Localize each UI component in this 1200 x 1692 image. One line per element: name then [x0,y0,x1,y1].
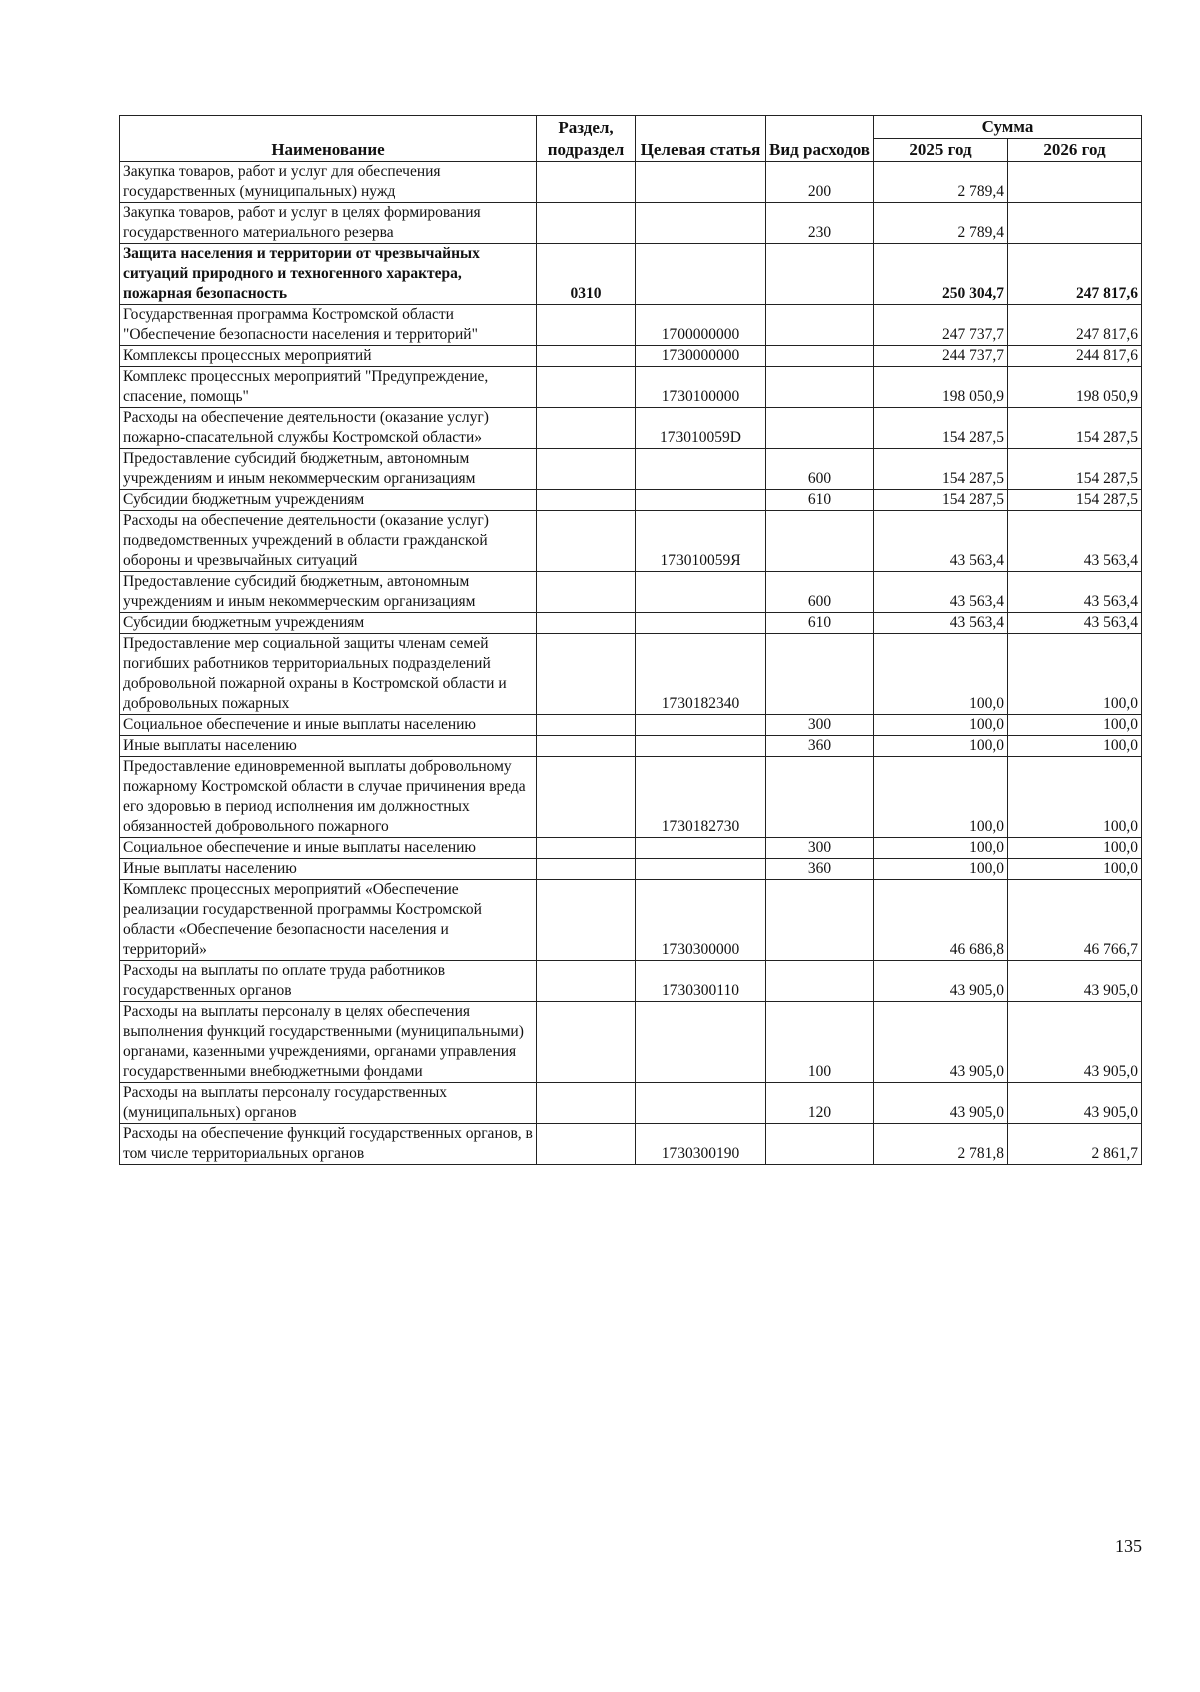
row-article-cell [636,736,766,757]
header-section: Раздел, подраздел [537,116,636,162]
table-row [120,1124,1142,1165]
row-section-cell [537,1083,636,1124]
row-2025-cell: 100,0 [874,757,1008,838]
table-row [120,367,1142,408]
row-section-cell [537,511,636,572]
row-2025-cell: 154 287,5 [874,449,1008,490]
row-article-cell: 1730300190 [636,1124,766,1165]
row-section-cell [537,613,636,634]
row-name-cell: Субсидии бюджетным учреждениям [120,490,537,511]
row-kind-cell: 360 [766,859,874,880]
row-2025-cell: 2 789,4 [874,203,1008,244]
row-2026-cell: 43 563,4 [1008,572,1142,613]
header-year-2026: 2026 год [1008,139,1142,162]
row-2026-cell: 198 050,9 [1008,367,1142,408]
row-2026-cell: 43 563,4 [1008,511,1142,572]
row-2025-cell: 43 563,4 [874,511,1008,572]
row-section-cell [537,1002,636,1083]
row-name-cell: Иные выплаты населению [120,736,537,757]
table-row [120,203,1142,244]
row-article-cell [636,572,766,613]
table-row [120,305,1142,346]
row-article-cell: 1730182730 [636,757,766,838]
row-article-cell [636,162,766,203]
row-name-cell: Иные выплаты населению [120,859,537,880]
row-section-cell [537,367,636,408]
row-section-cell [537,634,636,715]
table-row [120,162,1142,203]
row-article-cell [636,715,766,736]
row-2025-cell: 2 789,4 [874,162,1008,203]
row-kind-cell [766,757,874,838]
row-2026-cell: 100,0 [1008,715,1142,736]
row-name-cell: Социальное обеспечение и иные выплаты населению [120,838,537,859]
row-kind-cell: 610 [766,490,874,511]
row-2026-cell: 2 861,7 [1008,1124,1142,1165]
row-name-cell: Комплекс процессных мероприятий "Предупреждение, спасение, помощь" [120,367,537,408]
table-row [120,1083,1142,1124]
row-article-cell [636,859,766,880]
row-kind-cell: 600 [766,449,874,490]
table-row [120,572,1142,613]
row-name-cell: Закупка товаров, работ и услуг в целях формирования государственного материального резерва [120,203,537,244]
row-name-cell: Расходы на обеспечение деятельности (оказание услуг) пожарно-спасательной службы Костромской области» [120,408,537,449]
row-name-cell: Защита населения и территории от чрезвычайных ситуаций природного и техногенного характера, пожарная безопасность [120,244,537,305]
row-2026-cell: 46 766,7 [1008,880,1142,961]
row-kind-cell [766,880,874,961]
row-article-cell: 173010059Я [636,511,766,572]
row-name-cell: Расходы на обеспечение деятельности (оказание услуг) подведомственных учреждений в области гражданской обороны и чрезвычайных ситуаций [120,511,537,572]
row-section-cell [537,162,636,203]
row-2025-cell: 250 304,7 [874,244,1008,305]
row-2025-cell: 244 737,7 [874,346,1008,367]
row-article-cell [636,203,766,244]
row-kind-cell [766,408,874,449]
table-row [120,490,1142,511]
table-header [120,116,1142,162]
row-2025-cell: 46 686,8 [874,880,1008,961]
header-year-2025: 2025 год [874,139,1008,162]
row-kind-cell: 300 [766,838,874,859]
table-row [120,511,1142,572]
row-2026-cell: 43 905,0 [1008,1002,1142,1083]
row-2025-cell: 43 905,0 [874,1083,1008,1124]
row-name-cell: Социальное обеспечение и иные выплаты населению [120,715,537,736]
row-kind-cell [766,244,874,305]
row-section-cell [537,736,636,757]
row-2026-cell: 154 287,5 [1008,408,1142,449]
row-2025-cell: 43 905,0 [874,961,1008,1002]
row-2026-cell [1008,203,1142,244]
row-kind-cell [766,511,874,572]
row-kind-cell [766,305,874,346]
row-section-cell [537,408,636,449]
row-2026-cell: 154 287,5 [1008,490,1142,511]
row-section-cell [537,757,636,838]
row-name-cell: Предоставление единовременной выплаты добровольному пожарному Костромской области в случае причинения вреда его здоровью в период исполнения им должностных обязанностей добровольного пожарного [120,757,537,838]
row-2025-cell: 247 737,7 [874,305,1008,346]
header-kind: Вид расходов [766,116,874,162]
row-article-cell: 1700000000 [636,305,766,346]
row-2026-cell: 100,0 [1008,859,1142,880]
row-2025-cell: 100,0 [874,838,1008,859]
row-2026-cell: 43 905,0 [1008,961,1142,1002]
row-article-cell [636,1083,766,1124]
row-name-cell: Комплексы процессных мероприятий [120,346,537,367]
row-2025-cell: 43 563,4 [874,613,1008,634]
table-row [120,408,1142,449]
table-row [120,449,1142,490]
row-2025-cell: 154 287,5 [874,490,1008,511]
table-row [120,859,1142,880]
row-section-cell [537,490,636,511]
page-number: 135 [1115,1536,1142,1556]
row-kind-cell [766,367,874,408]
row-name-cell: Расходы на выплаты персоналу государственных (муниципальных) органов [120,1083,537,1124]
row-section-cell [537,880,636,961]
row-2026-cell: 100,0 [1008,838,1142,859]
row-article-cell: 1730300110 [636,961,766,1002]
row-section-cell [537,838,636,859]
row-article-cell: 1730100000 [636,367,766,408]
row-name-cell: Закупка товаров, работ и услуг для обеспечения государственных (муниципальных) нужд [120,162,537,203]
table-row [120,736,1142,757]
row-kind-cell [766,346,874,367]
row-2026-cell: 100,0 [1008,634,1142,715]
row-article-cell: 1730300000 [636,880,766,961]
row-2025-cell: 154 287,5 [874,408,1008,449]
row-2025-cell: 2 781,8 [874,1124,1008,1165]
row-2025-cell: 100,0 [874,634,1008,715]
row-article-cell: 173010059D [636,408,766,449]
table-row [120,838,1142,859]
row-name-cell: Комплекс процессных мероприятий «Обеспечение реализации государственной программы Костромской области «Обеспечение безопасности населения и территорий» [120,880,537,961]
row-2026-cell: 100,0 [1008,757,1142,838]
row-name-cell: Предоставление субсидий бюджетным, автономным учреждениям и иным некоммерческим организациям [120,449,537,490]
table-row [120,757,1142,838]
row-section-cell [537,859,636,880]
row-name-cell: Субсидии бюджетным учреждениям [120,613,537,634]
row-2025-cell: 198 050,9 [874,367,1008,408]
table-row [120,244,1142,305]
table-row [120,880,1142,961]
table-body [120,162,1142,1165]
row-section-cell [537,1124,636,1165]
row-section-cell [537,715,636,736]
row-article-cell [636,613,766,634]
row-2026-cell: 247 817,6 [1008,244,1142,305]
row-section-cell [537,305,636,346]
table-row [120,634,1142,715]
budget-table [119,115,1142,1165]
row-kind-cell: 360 [766,736,874,757]
row-2026-cell: 43 905,0 [1008,1083,1142,1124]
row-section-cell [537,346,636,367]
row-name-cell: Расходы на обеспечение функций государственных органов, в том числе территориальных органов [120,1124,537,1165]
row-kind-cell [766,1124,874,1165]
row-kind-cell: 300 [766,715,874,736]
row-article-cell [636,838,766,859]
table-row [120,715,1142,736]
header-article: Целевая статья [636,116,766,162]
header-name: Наименование [120,116,537,162]
row-article-cell [636,490,766,511]
row-section-cell [537,572,636,613]
row-kind-cell: 120 [766,1083,874,1124]
row-2025-cell: 100,0 [874,859,1008,880]
row-2026-cell: 247 817,6 [1008,305,1142,346]
row-article-cell: 1730000000 [636,346,766,367]
table-row [120,346,1142,367]
row-kind-cell: 200 [766,162,874,203]
row-article-cell [636,244,766,305]
row-2025-cell: 100,0 [874,715,1008,736]
row-kind-cell: 610 [766,613,874,634]
row-kind-cell: 100 [766,1002,874,1083]
row-article-cell [636,1002,766,1083]
row-2026-cell: 100,0 [1008,736,1142,757]
row-name-cell: Расходы на выплаты персоналу в целях обеспечения выполнения функций государственными (муниципальными) органами, казенными учреждениями, органами управления государственными внебюджетными фондами [120,1002,537,1083]
row-name-cell: Расходы на выплаты по оплате труда работников государственных органов [120,961,537,1002]
table-row [120,961,1142,1002]
row-article-cell [636,449,766,490]
row-kind-cell [766,634,874,715]
row-2025-cell: 43 905,0 [874,1002,1008,1083]
row-name-cell: Предоставление мер социальной защиты членам семей погибших работников территориальных подразделений добровольной пожарной охраны в Костромской области и добровольных пожарных [120,634,537,715]
row-2026-cell: 244 817,6 [1008,346,1142,367]
row-2025-cell: 100,0 [874,736,1008,757]
row-section-cell [537,961,636,1002]
row-2026-cell: 154 287,5 [1008,449,1142,490]
row-section-cell [537,203,636,244]
row-kind-cell: 600 [766,572,874,613]
table-row [120,613,1142,634]
row-kind-cell: 230 [766,203,874,244]
header-sum: Сумма [874,116,1142,139]
row-section-cell: 0310 [537,244,636,305]
row-2025-cell: 43 563,4 [874,572,1008,613]
row-2026-cell: 43 563,4 [1008,613,1142,634]
row-section-cell [537,449,636,490]
row-article-cell: 1730182340 [636,634,766,715]
row-kind-cell [766,961,874,1002]
row-name-cell: Предоставление субсидий бюджетным, автономным учреждениям и иным некоммерческим организациям [120,572,537,613]
row-2026-cell [1008,162,1142,203]
row-name-cell: Государственная программа Костромской области "Обеспечение безопасности населения и территорий" [120,305,537,346]
table-row [120,1002,1142,1083]
